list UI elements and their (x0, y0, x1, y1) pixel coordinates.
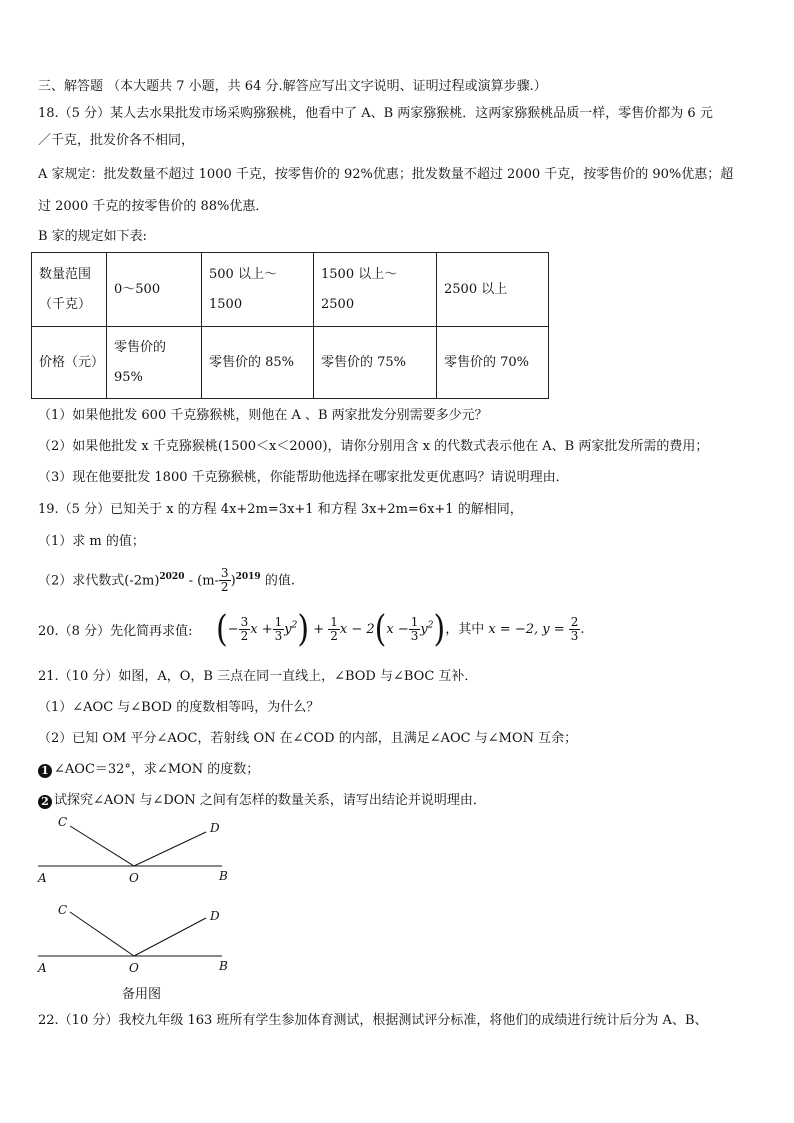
label-o: O (129, 871, 139, 885)
spare-angle-figure (30, 900, 250, 978)
q20-condition: x = −2, y = (488, 622, 569, 637)
table-cell: 500 以上～1500 (202, 253, 314, 327)
q19-sub1: （1）求 m 的值； (38, 534, 145, 549)
ray-od (134, 918, 206, 956)
table-cell (107, 327, 202, 399)
spare-figure-caption: 备用图 (122, 987, 162, 1002)
table-cell: 1500 以上～2500 (314, 253, 437, 327)
q21-sub1: （1）∠AOC 与∠BOD 的度数相等吗，为什么？ (38, 700, 320, 715)
q20-end: . (580, 622, 585, 637)
denominator: 3 (570, 629, 579, 643)
denominator: 2 (220, 580, 229, 595)
numerator: 2 (570, 615, 579, 629)
table-cell: 零售价的 85% (202, 327, 314, 399)
label-b: B (219, 869, 228, 883)
b-price-table (31, 252, 549, 399)
label-d: D (210, 821, 220, 835)
circled-number: 2 (38, 795, 52, 809)
ray-oc (70, 912, 134, 956)
q21-line1: 21.（10 分）如图，A，O，B 三点在同一直线上，∠BOD 与∠BOC 互补． (38, 669, 478, 684)
table-header-price: 价格（元） (32, 327, 107, 399)
table-cell: 零售价的 70% (437, 327, 549, 399)
q18-a-rule-line1: A 家规定：批发数量不超过 1000 千克，按零售价的 92%优惠；批发数量不超过 2000 千克，按零售价的 90%优惠；超 (38, 167, 734, 182)
ray-od (134, 832, 206, 866)
q19-sub2 (38, 567, 295, 594)
q18-b-intro: B 家的规定如下表: (38, 229, 148, 244)
q18-sub1: （1）如果他批发 600 千克猕猴桃，则他在 A 、B 两家批发分别需要多少元？ (38, 408, 488, 423)
table-cell-text: 数量范围 (39, 266, 92, 282)
q18-a-rule-line2: 过 2000 千克的按零售价的 88%优惠． (38, 199, 269, 214)
ray-oc (70, 826, 134, 866)
fraction (569, 616, 581, 643)
table-header-range (32, 253, 107, 327)
table-cell-text: 零售价的 (114, 339, 167, 355)
label-a: A (38, 961, 47, 975)
q19-sub2-mid: - (m- (184, 573, 219, 589)
label-c: C (58, 815, 68, 829)
q22-line1: 22.（10 分）我校九年级 163 班所有学生参加体育测试，根据测试评分标准，将他们的成绩进行统计后分为 A、B、 (38, 1013, 708, 1028)
exponent: 2019 (235, 572, 261, 582)
q18-line1: 18.（5 分）某人去水果批发市场采购猕猴桃，他看中了 A、B 两家猕猴桃．这两家猕猴桃品质一样，零售价都为 6 元 (38, 106, 713, 121)
angle-figure (30, 810, 250, 888)
table-row (32, 253, 549, 327)
q21-part1-text: ∠AOC＝32°，求∠MON 的度数； (54, 762, 260, 777)
circled-number: 1 (38, 764, 52, 778)
numerator: 3 (220, 566, 229, 581)
q18-line2: ／千克，批发价各不相同， (38, 133, 195, 148)
label-b: B (219, 959, 228, 973)
table-cell: 零售价的 75% (314, 327, 437, 399)
q20-prefix: 20.（8 分）先化简再求值: (38, 624, 193, 639)
table-cell-text: （千克） (39, 296, 92, 312)
q21-sub2: （2）已知 OM 平分∠AOC，若射线 ON 在∠COD 的内部，且满足∠AOC 与∠MON 互余； (38, 731, 578, 746)
table-row (32, 327, 549, 399)
table-cell: 2500 以上 (437, 253, 549, 327)
q19-line1: 19.（5 分）已知关于 x 的方程 4x+2m=3x+1 和方程 3x+2m=6x+1 的解相同， (38, 502, 523, 517)
q19-sub2-prefix: （2）求代数式(-2m) (38, 573, 160, 589)
table-cell-text: 95% (114, 369, 143, 385)
label-a: A (38, 871, 47, 885)
q21-part2 (38, 791, 486, 811)
q20-expression: (− $\frac{3}{2}$ x + $\frac{1}{3}$ $y^2$) + $\frac{1}{2}$ x − 2(x − $\frac{1}{3}$ $y^2$)，其中 x = −2, y = $\frac{2}{3}$ . (216, 608, 585, 651)
fraction (219, 567, 231, 594)
exponent: 2020 (159, 572, 185, 582)
q20-condition-prefix: ，其中 (445, 622, 489, 637)
q21-part1 (38, 760, 259, 780)
q18-sub2: （2）如果他批发 x 千克猕猴桃(1500＜x＜2000)，请你分别用含 x 的代数式表示他在 A、B 两家批发所需的费用； (38, 439, 709, 454)
label-d: D (210, 909, 220, 923)
label-o: O (129, 961, 139, 975)
q18-sub3: （3）现在他要批发 1800 千克猕猴桃，你能帮助他选择在哪家批发更优惠吗？请说明理由． (38, 470, 569, 485)
label-c: C (58, 903, 68, 917)
q19-sub2-suffix: 的值. (260, 573, 295, 589)
table-cell: 0～500 (107, 253, 202, 327)
q21-part2-text: 试探究∠AON 与∠DON 之间有怎样的数量关系，请写出结论并说明理由． (54, 793, 486, 808)
close-paren: ) (230, 573, 236, 589)
section-header: 三、解答题 （本大题共 7 小题，共 64 分.解答应写出文字说明、证明过程或演算步骤.） (38, 79, 547, 94)
